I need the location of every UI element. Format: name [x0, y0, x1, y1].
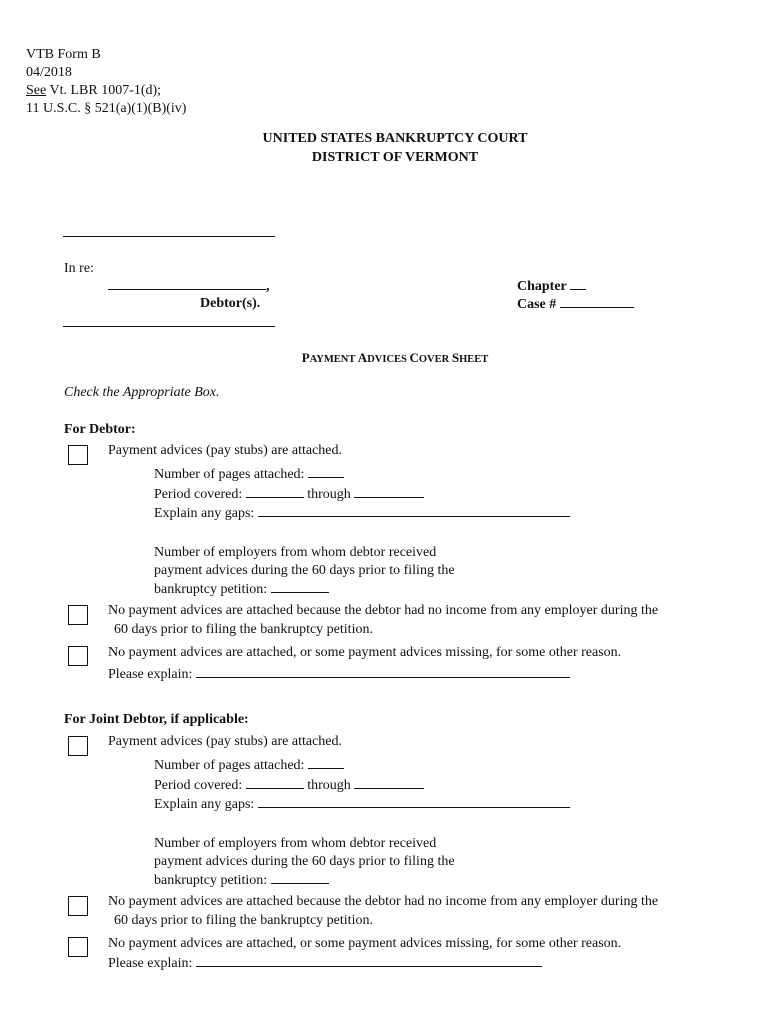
joint-no-income-checkbox[interactable] — [68, 896, 88, 916]
debtor-no-income-checkbox[interactable] — [68, 605, 88, 625]
joint-employers-row: bankruptcy petition: — [154, 871, 329, 890]
debtor-period-to-input[interactable] — [354, 485, 424, 498]
joint-gaps-row: Explain any gaps: — [154, 795, 570, 814]
case-label: Case # — [517, 297, 557, 312]
rule-reference — [26, 82, 161, 100]
joint-no-income-label-2: 60 days prior to filing the bankruptcy petition. — [114, 913, 373, 928]
rule-citation: Vt. LBR 1007-1(d); — [46, 83, 162, 98]
debtor-pages-input[interactable] — [308, 465, 344, 478]
joint-no-income-label-1: No payment advices are attached because the debtor had no income from any employer during the — [108, 894, 659, 909]
case-number-input[interactable] — [560, 295, 634, 308]
chapter-field — [517, 277, 586, 296]
debtor-other-reason-checkbox[interactable] — [68, 646, 88, 666]
form-date: 04/2018 — [26, 65, 72, 80]
debtor-employers-line1: Number of employers from whom debtor received — [154, 545, 437, 560]
joint-section-heading: For Joint Debtor, if applicable: — [64, 712, 249, 727]
form-id: VTB Form B — [26, 47, 101, 62]
in-re-label: In re: — [64, 261, 94, 276]
debtor-advices-attached-label: Payment advices (pay stubs) are attached. — [108, 443, 343, 458]
debtor-section-heading: For Debtor: — [64, 422, 136, 437]
debtor-no-income-label-2: 60 days prior to filing the bankruptcy petition. — [114, 622, 373, 637]
case-number-field — [517, 295, 634, 314]
court-district: DISTRICT OF VERMONT — [311, 150, 479, 165]
instruction-text: Check the Appropriate Box. — [64, 385, 220, 400]
joint-explain-input[interactable] — [196, 954, 542, 967]
joint-gaps-input[interactable] — [258, 795, 570, 808]
court-name: UNITED STATES BANKRUPTCY COURT — [262, 131, 528, 146]
joint-explain-row: Please explain: — [108, 954, 542, 973]
joint-other-reason-label: No payment advices are attached, or some payment advices missing, for some other reason. — [108, 936, 622, 951]
debtor-period-row: Period covered: through — [154, 485, 424, 504]
see-signal: See — [26, 83, 47, 98]
debtor-name-field[interactable]: , — [108, 277, 270, 296]
joint-employers-input[interactable] — [271, 871, 329, 884]
debtor-no-income-label-1: No payment advices are attached because the debtor had no income from any employer during the — [108, 603, 659, 618]
joint-employers-line2: payment advices during the 60 days prior to filing the — [154, 854, 455, 869]
debtor-gaps-row: Explain any gaps: — [154, 504, 570, 523]
joint-pages-input[interactable] — [308, 756, 344, 769]
joint-pages-attached-row: Number of pages attached: — [154, 756, 344, 775]
debtor-pages-attached-row: Number of pages attached: — [154, 465, 344, 484]
debtor-label: Debtor(s). — [200, 296, 261, 311]
statute-reference: 11 U.S.C. § 521(a)(1)(B)(iv) — [26, 101, 187, 116]
chapter-label: Chapter — [517, 279, 567, 294]
debtor-other-reason-label: No payment advices are attached, or some payment advices missing, for some other reason. — [108, 645, 622, 660]
debtor-employers-input[interactable] — [271, 580, 329, 593]
document-title: PAYMENT ADVICES COVER SHEET — [301, 350, 489, 365]
joint-advices-attached-checkbox[interactable] — [68, 736, 88, 756]
debtor-period-from-input[interactable] — [246, 485, 304, 498]
caption-top-rule — [63, 236, 275, 237]
joint-other-reason-checkbox[interactable] — [68, 937, 88, 957]
joint-employers-line1: Number of employers from whom debtor received — [154, 836, 437, 851]
joint-advices-attached-label: Payment advices (pay stubs) are attached. — [108, 734, 343, 749]
debtor-employers-line2: payment advices during the 60 days prior to filing the — [154, 563, 455, 578]
joint-period-row: Period covered: through — [154, 776, 424, 795]
caption-bottom-rule — [63, 326, 275, 327]
joint-period-to-input[interactable] — [354, 776, 424, 789]
debtor-explain-input[interactable] — [196, 665, 570, 678]
debtor-gaps-input[interactable] — [258, 504, 570, 517]
chapter-input[interactable] — [570, 277, 586, 290]
joint-period-from-input[interactable] — [246, 776, 304, 789]
debtor-employers-row: bankruptcy petition: — [154, 580, 329, 599]
debtor-explain-row: Please explain: — [108, 665, 570, 684]
debtor-advices-attached-checkbox[interactable] — [68, 445, 88, 465]
